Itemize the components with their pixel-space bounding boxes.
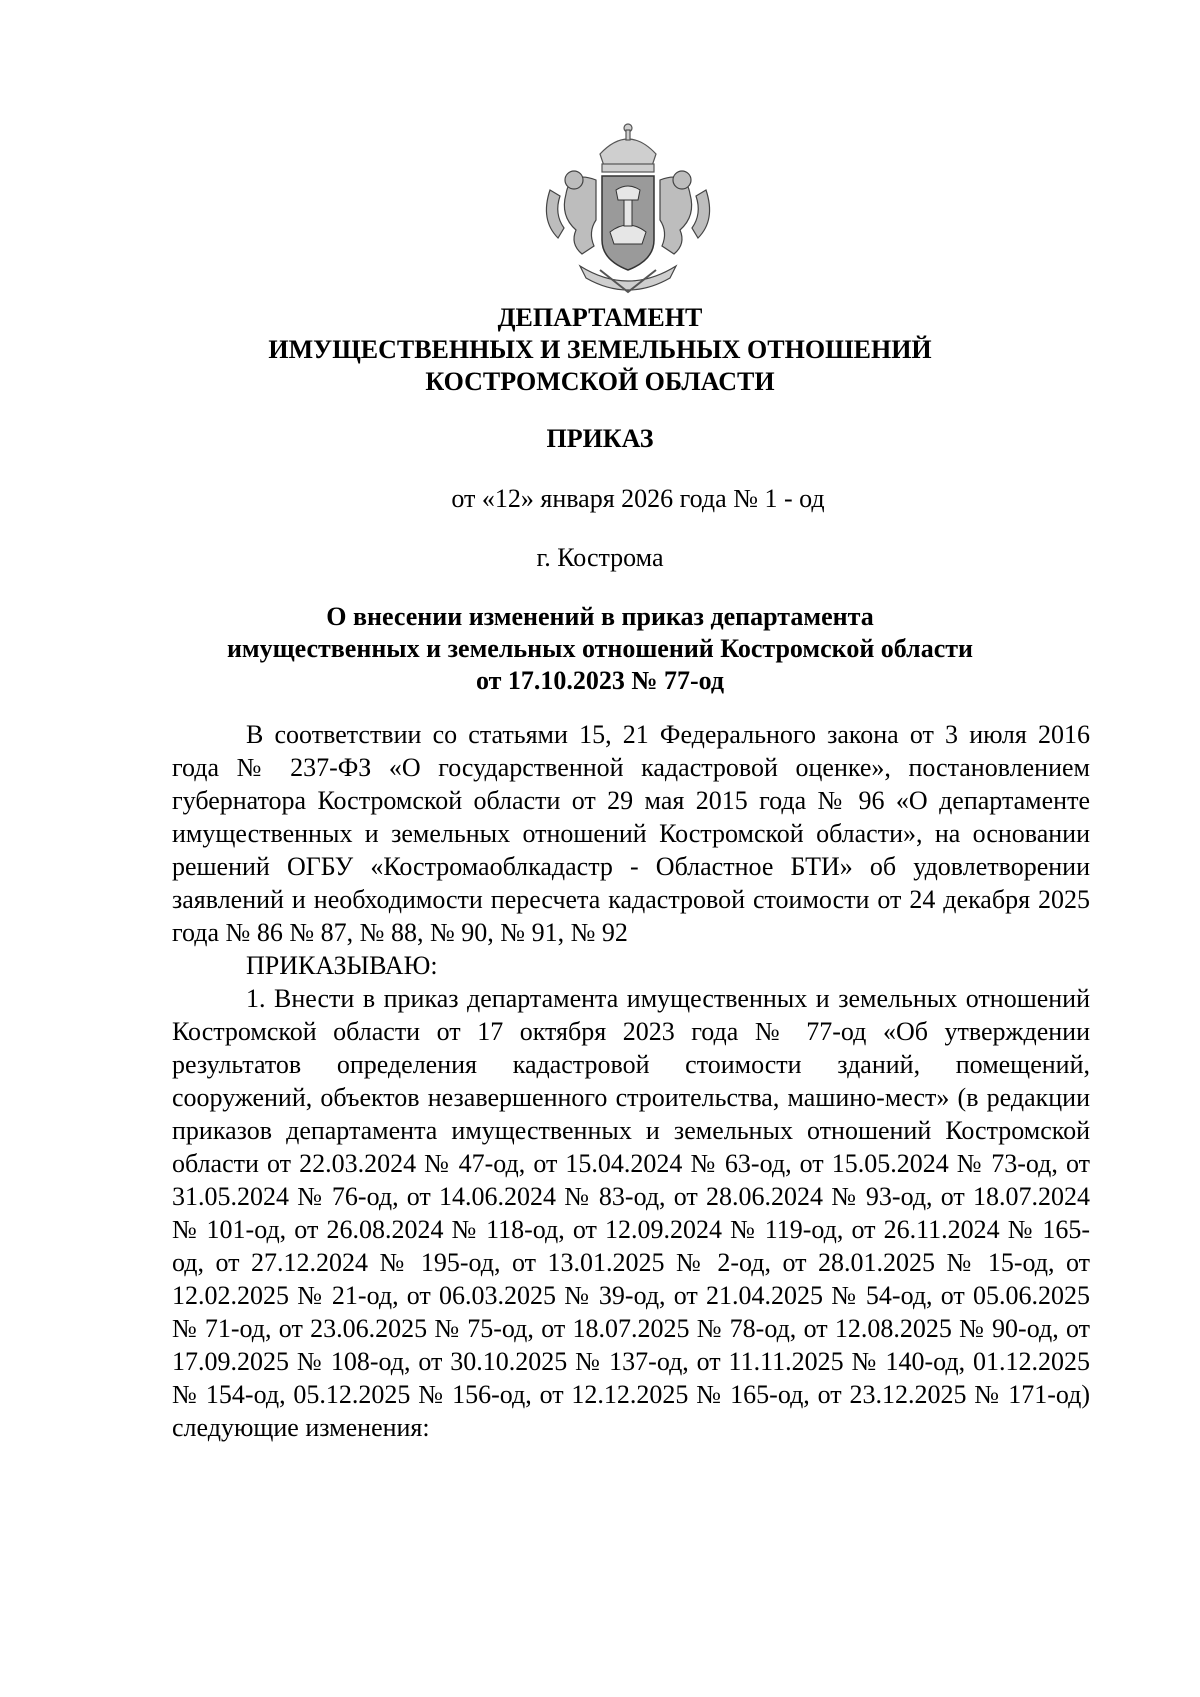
coat-of-arms-emblem: [530, 120, 726, 298]
document-date-number: от «12» января 2026 года № 1 - од: [451, 484, 825, 513]
document-type: ПРИКАЗ: [546, 424, 654, 453]
preamble-paragraph: В соответствии со статьями 15, 21 Федерального закона от 3 июля 2016 года № 237-ФЗ «О государственной кадастровой оценке», постановлением губернатора Костромской области от 29 мая 2015 года № 96 «О департаменте имущественных и земельных отношений Костромской области», на основании решений ОГБУ «Костромаоблкадастр - Областное БТИ» об удовлетворении заявлений и необходимости пересчета кадастровой стоимости от 24 декабря 2025 года № 86 № 87, № 88, № 90, № 91, № 92: [172, 720, 1090, 947]
document-body: [172, 718, 1090, 1444]
title-line-3: от 17.10.2023 № 77-од: [475, 666, 725, 695]
document-title: [170, 601, 1030, 697]
department-header: [170, 302, 1030, 398]
title-line-2: имущественных и земельных отношений Костромской области: [226, 634, 974, 663]
title-line-1: О внесении изменений в приказ департамента: [326, 602, 874, 631]
header-line-2: ИМУЩЕСТВЕННЫХ И ЗЕМЕЛЬНЫХ ОТНОШЕНИЙ: [268, 335, 932, 364]
document-city: г. Кострома: [536, 543, 664, 572]
item-1-paragraph: 1. Внести в приказ департамента имущественных и земельных отношений Костромской области от 17 октября 2023 года № 77-од «Об утверждении результатов определения кадастровой стоимости зданий, помещений, сооружений, объектов незавершенного строительства, машино-мест» (в редакции приказов департамента имущественных и земельных отношений Костромской области от 22.03.2024 № 47-од, от 15.04.2024 № 63-од, от 15.05.2024 № 73-од, от 31.05.2024 № 76-од, от 14.06.2024 № 83-од, от 28.06.2024 № 93-од, от 18.07.2024 № 101-од, от 26.08.2024 № 118-од, от 12.09.2024 № 119-од, от 26.11.2024 № 165-од, от 27.12.2024 № 195-од, от 13.01.2025 № 2-од, от 28.01.2025 № 15-од, от 12.02.2025 № 21-од, от 06.03.2025 № 39-од, от 21.04.2025 № 54-од, от 05.06.2025 № 71-од, от 23.06.2025 № 75-од, от 18.07.2025 № 78-од, от 12.08.2025 № 90-од, от 17.09.2025 № 108-од, от 30.10.2025 № 137-од, от 11.11.2025 № 140-од, 01.12.2025 № 154-од, 05.12.2025 № 156-од, от 12.12.2025 № 165-од, от 23.12.2025 № 171-од) следующие изменения:: [172, 984, 1090, 1442]
header-line-1: ДЕПАРТАМЕНТ: [497, 303, 703, 332]
header-line-3: КОСТРОМСКОЙ ОБЛАСТИ: [425, 367, 775, 396]
order-word: ПРИКАЗЫВАЮ:: [246, 951, 438, 980]
